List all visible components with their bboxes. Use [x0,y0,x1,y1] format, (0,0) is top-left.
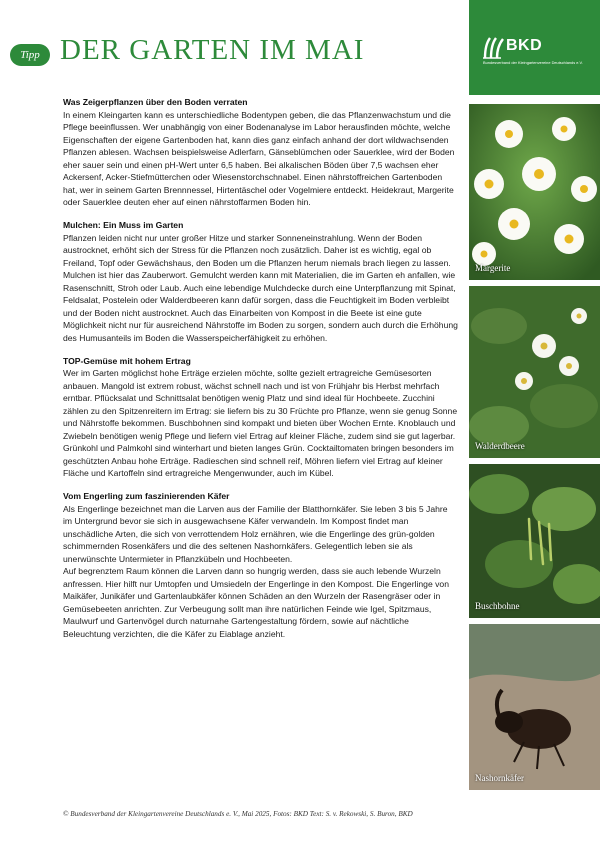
section-paragraph: In einem Kleingarten kann es unterschiedliche Bodentypen geben, die das Pflanzenwachstum und die Pflege beeinflussen. Wer unabhängig von einer Bodenanalyse im Labor herausfinden möchte, welche Eigenschaften der eigene Gartenboden hat, kann dies ganz einfach anhand der dort wildwachsenden Pflanzen ablesen. Wachsen beispielsweise Adlerfarn, Gänseblümchen oder Sauerklee, wird der Boden eher sauer sein und einen pH-Wert unter 6,5 haben. Bei alkalischen Böden über 7,5 wachsen eher Ackersenf, Acker-Stiefmütterchen oder Wiesenstorchschnabel. Einen nährstoffreichen Gartenboden hat, wer in seinem Garten Brennnessel, Hirtentäschel oder Vogelmiere entdeckt. Heidekraut, Margerite oder Sauerklee deuten eher auf einen nährstoffarmen Boden hin. [63,109,455,207]
section-top-gemuese [63,355,458,480]
photo-nashornkaefer [469,624,600,790]
section-heading: Mulchen: Ein Muss im Garten [63,220,184,230]
section-paragraph: Wer im Garten möglichst hohe Erträge erzielen möchte, sollte gezielt ertragreiche Gemüsesorten anbauen. Mangold ist extrem robust, wächst schnell nach und ist von Frühjahr bis Herbst mehrfach erntbar. Pflücksalat und Schnittsalat benötigen wenig Platz und sind ideal für Hochbeete. Zucchini zählen zu den Spitzenreitern im Ertrag: sie liefern bis zu 30 Früchte pro Pflanze, wenn sie genug Sonne und Nährstoffe bekommen. Buschbohnen sind kompakt und bieten über Wochen Ernte. Knoblauch und Zwiebeln benötigen wenig Pflege und liefern viel Ertrag auf kleiner Fläche, zudem sind sie gut lagerbar. Grünkohl und Palmkohl sind winterhart und bieten langes Grün. Cocktailtomaten bringen besonders im geschützten Anbau hohe Erträge. Radieschen sind schnell reif, Möhren liefern viel Ertrag auf kleiner Fläche und Kartoffeln sind ertragreiche Mengenwunder, auch im Kübel. [63,368,458,478]
section-paragraph: Pflanzen leiden nicht nur unter großer Hitze und starker Sonneneinstrahlung. Wenn der Boden austrocknet, erhöht sich der Stress für die Pflanzen noch zusätzlich. Daher ist es wichtig, egal ob Freiland, Topf oder Gewächshaus, den Boden um die Pflanzen herum niemals brach liegen zu lassen. Mulchen ist hier das Zauberwort. Gemulcht werden kann mit Materialien, die im Garten eh anfallen, wie Rasenschnitt, Stroh oder Laub. Auch eine lebendige Mulchdecke durch eine Unterpflanzung mit Spinat, Feldsalat, Postelein oder Walderdbeeren kann dafür sorgen, dass die Feuchtigkeit im Boden verbleibt und der Boden nicht austrocknet. Auch das Einarbeiten von Kompost in die Beete ist eine gute Möglichkeit nicht nur für ausreichend Nährstoffe im Boden zu sorgen, sondern auch durch die Erhöhung des Humusanteils im Boden die Wasserspeicherfähigkeit zu erhöhen. [63,232,458,343]
section-mulchen [63,219,458,344]
section-heading: Vom Engerling zum faszinierenden Käfer [63,491,230,501]
section-heading: Was Zeigerpflanzen über den Boden verraten [63,97,248,107]
photo-walderdbeere [469,286,600,458]
article-body [63,96,458,651]
tipp-badge: Tipp [10,44,50,66]
footer-credits: © Bundesverband der Kleingartenvereine Deutschlands e. V., Mai 2025, Fotos: BKD Text: S. v. Rekowski, S. Buron, BKD [63,810,413,818]
logo-name: BKD [506,37,543,54]
bkd-logo [469,0,600,95]
photo-caption: Buschbohne [475,601,520,611]
photo-caption: Walderdbeere [475,441,525,451]
photo-caption: Margerite [475,263,511,273]
photo-caption: Nashornkäfer [475,773,524,783]
photo-sidebar [469,0,600,848]
photo-buschbohne [469,464,600,618]
section-paragraph: Auf begrenztem Raum können die Larven dann so hungrig werden, dass sie auch lebende Wurzeln anfressen. Hier hilft nur Umtopfen und Umsiedeln der Engerlinge in den Kompost. Die Engerlinge von Maikäfer, Junikäfer und Gartenlaubkäfer können Schäden an den Wurzeln der Rasengräser oder in Gemüsebeeten anrichten. Zur Verbeugung sollt man ihre natürlichen Feinde wie Igel, Spitzmaus, Maulwurf und Gartenvögel durch naturnahe Gartengestaltung fördern, sowie auf nächtliche Beleuchtung verzichten, die die Käfer zu Eiablage anzieht. [63,566,449,639]
logo-subtitle: Bundesverband der Kleingartenvereine Deutschlands e.V. [483,60,583,65]
margerite-image [469,104,600,280]
page-title: DER GARTEN IM MAI [60,34,365,66]
nashornkaefer-image [469,624,600,790]
section-zeigerpflanzen [63,96,458,209]
photo-margerite [469,104,600,280]
bkd-leaf-icon [481,36,509,60]
section-engerling [63,490,458,640]
buschbohne-image [469,464,600,618]
section-paragraph: Als Engerlinge bezeichnet man die Larven aus der Familie der Blatthornkäfer. Sie leben 3 bis 5 Jahre im Untergrund bevor sie sich in ausgewachsene Käfer verwandeln. Im Kompost findet man unschädliche Arten, die sich von verrottendem Holz ernähren, wie die Engerlinge des grün-golden schimmernden Rosenkäfers und die des seltenen Nashornkäfers. Gelegentlich leben sie als unerwünschte Untermieter in Pflanzkübeln und Hochbeeten. [63,503,448,564]
walderdbeere-image [469,286,600,458]
section-heading: TOP-Gemüse mit hohem Ertrag [63,355,191,366]
